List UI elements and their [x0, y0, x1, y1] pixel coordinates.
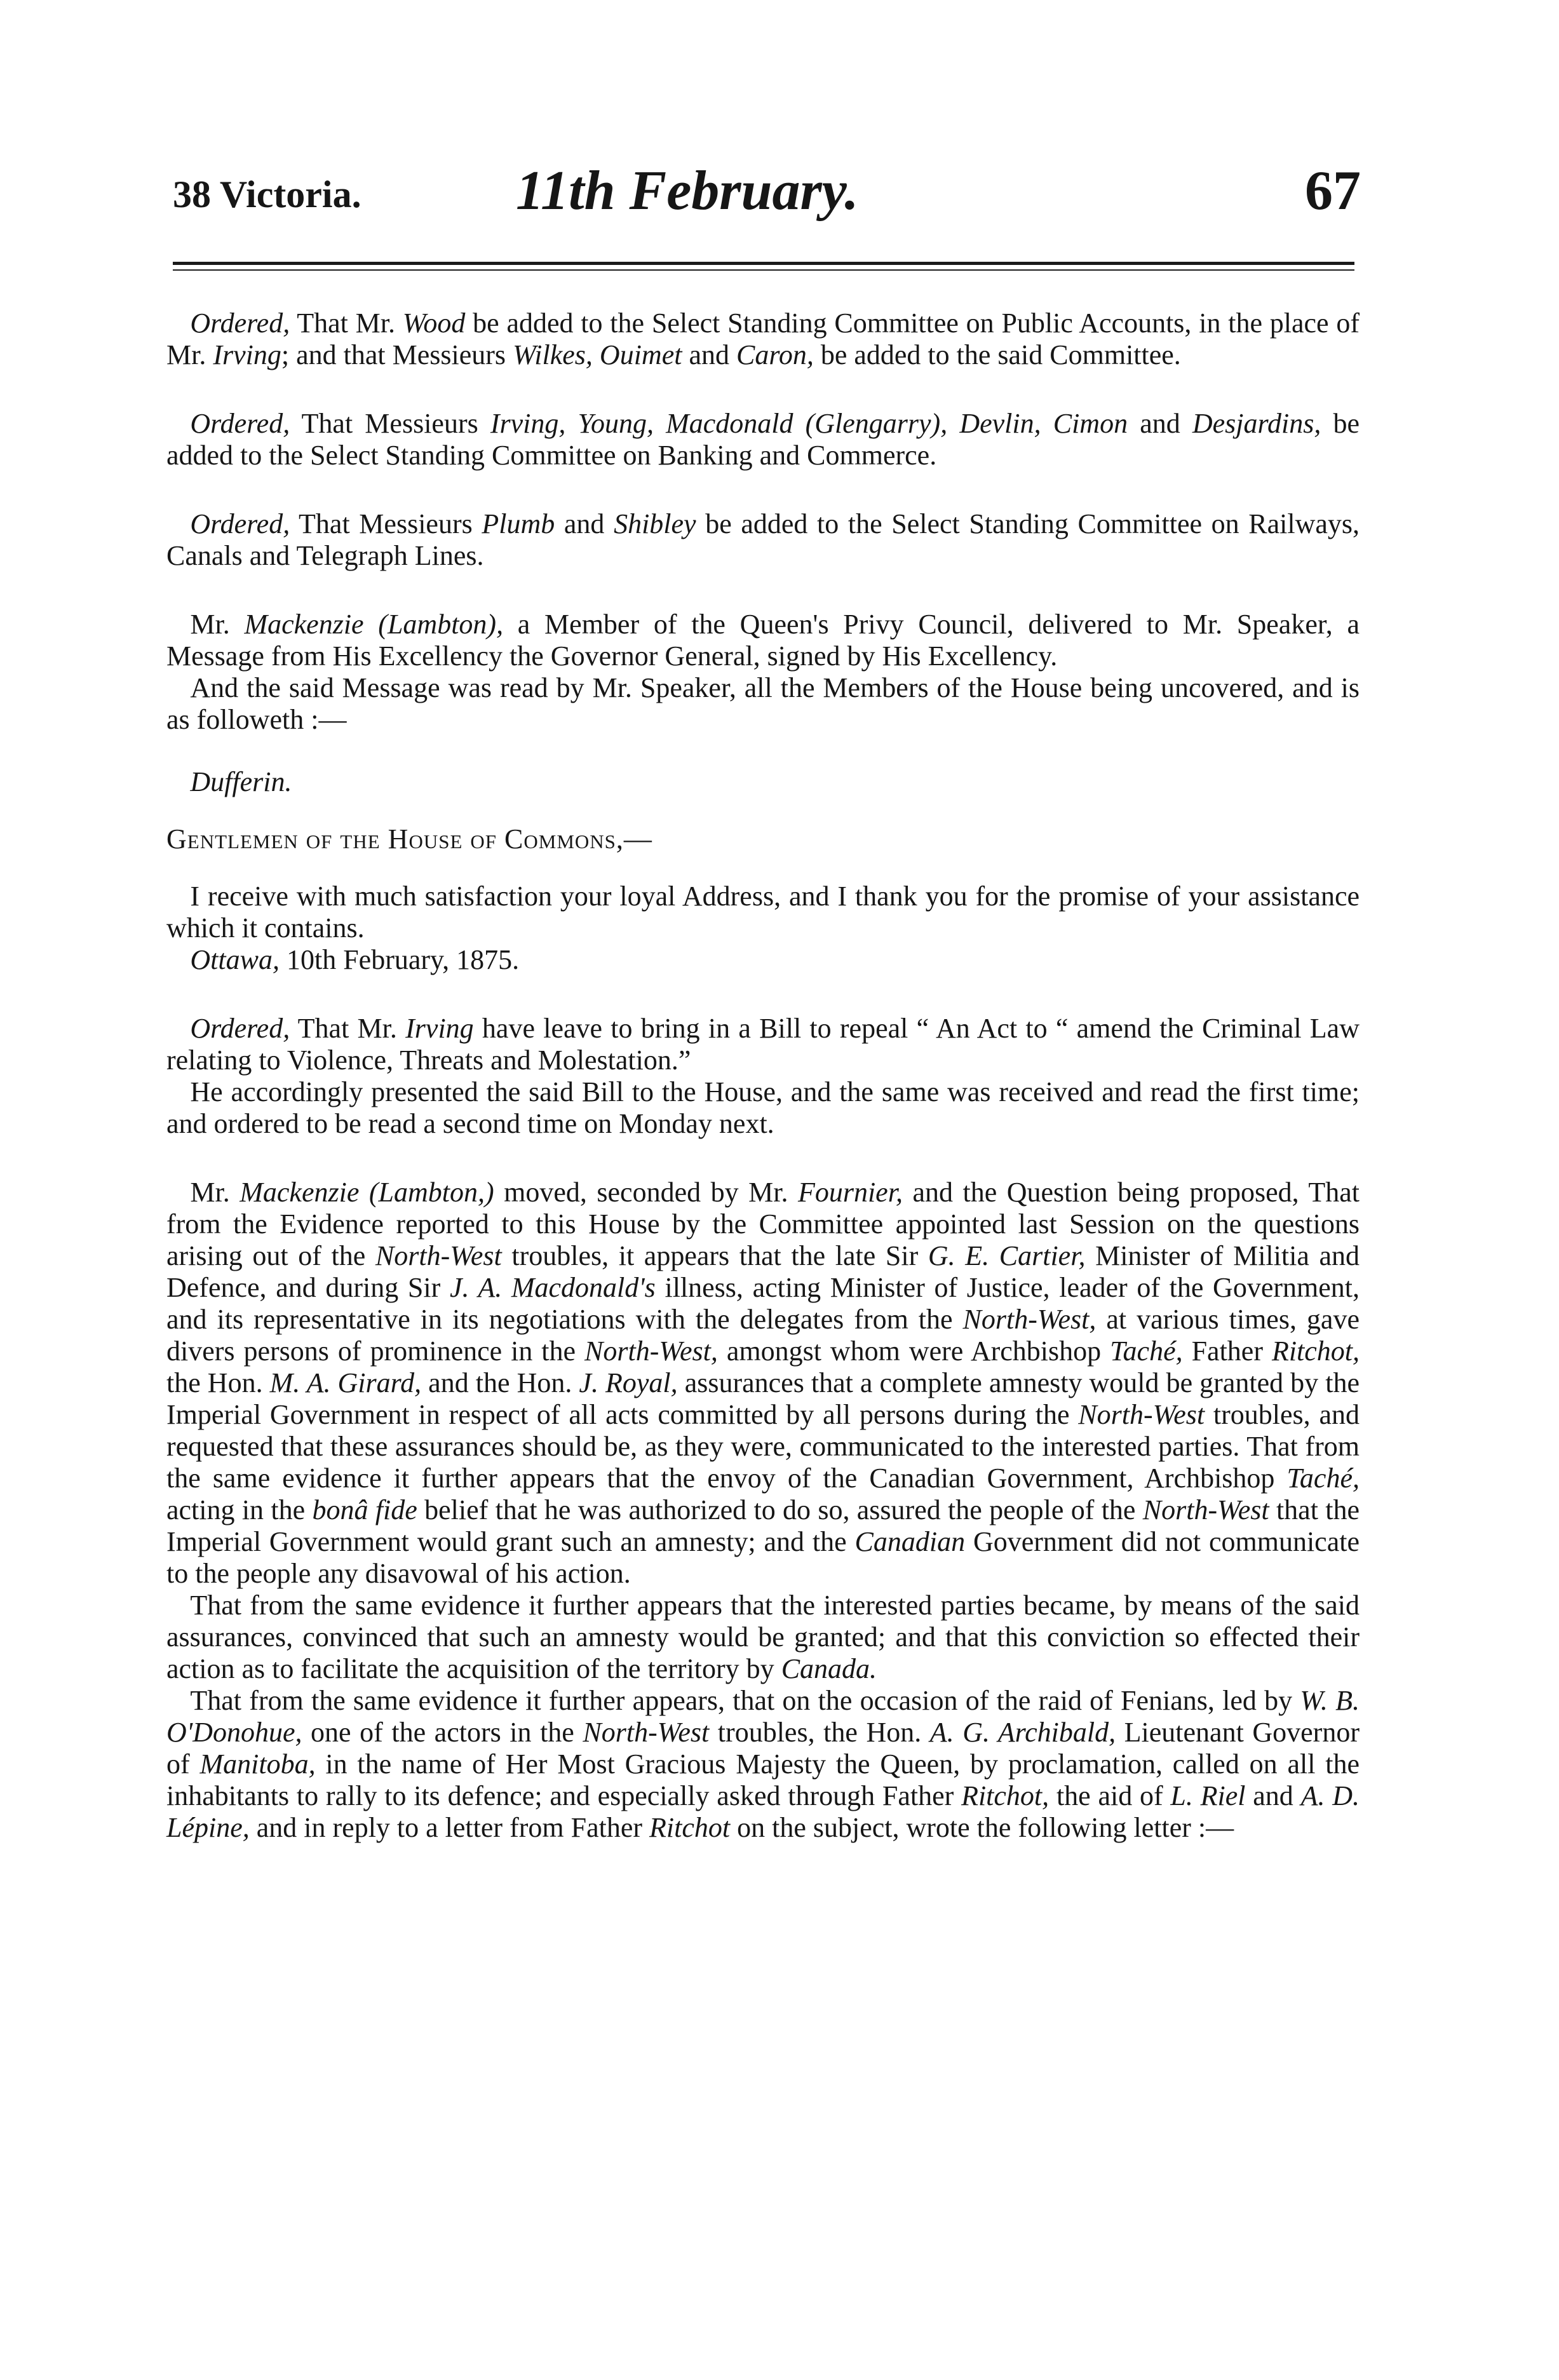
text-run: Mr.: [190, 609, 245, 640]
bill-first-reading: He accordingly presented the said Bill to the House, and the same was received and read the first time; and ordered to be read a second time on Monday next.: [166, 1076, 1360, 1139]
order-railways-canals: [166, 508, 1360, 572]
address-heading: Gentlemen of the House of Commons,—: [166, 823, 652, 855]
text-run: Shibley: [614, 508, 696, 539]
message-read: And the said Message was read by Mr. Speaker, all the Members of the House being uncovered, and is as followeth :—: [166, 672, 1360, 735]
text-run: be added to the said Committee.: [813, 339, 1181, 370]
text-run: assurances that a complete amnesty would be granted by the Imperial Government in respect of all acts committed by all persons during the: [166, 1367, 1360, 1430]
text-run: that the Imperial Government would grant such an amnesty; and the: [166, 1494, 1360, 1557]
text-run: the aid of: [1049, 1780, 1171, 1811]
message-delivered: [166, 609, 1360, 672]
text-run: Mr.: [190, 1177, 240, 1208]
text-run: in the name of Her Most Gracious Majesty the Queen, by proclamation, called on all the inhabitants to rally to its defence; and especially asked through Father: [166, 1748, 1360, 1811]
text-run: Irving: [405, 1013, 474, 1044]
text-run: and: [1245, 1780, 1301, 1811]
text-run: Ordered,: [190, 408, 290, 439]
text-run: troubles, the Hon.: [709, 1717, 930, 1748]
text-run: be added to the Select Standing Committee on Banking and Commerce.: [166, 408, 1360, 471]
text-run: G. E. Cartier,: [928, 1240, 1086, 1271]
text-run: Wood: [402, 308, 466, 339]
order-banking-commerce: [166, 408, 1360, 471]
text-run: North-West,: [962, 1304, 1097, 1335]
text-run: Ritchot,: [1271, 1335, 1360, 1367]
text-run: have leave to bring in a Bill to repeal “ An Act to “ amend the Criminal Law relating to Violence, Threats and Molestation.”: [166, 1013, 1360, 1076]
text-run: troubles, it appears that the late Sir: [501, 1240, 928, 1271]
page-number: 67: [1305, 160, 1361, 222]
text-run: Manitoba,: [199, 1748, 316, 1780]
text-run: Taché,: [1110, 1335, 1183, 1367]
text-run: North-West: [1078, 1399, 1205, 1430]
page-body: [166, 308, 1360, 1844]
text-run: Ritchot: [649, 1812, 731, 1843]
text-run: Minister of Militia and Defence, and during Sir: [166, 1240, 1360, 1303]
text-run: Ottawa,: [190, 944, 280, 975]
text-run: Desjardins,: [1192, 408, 1321, 439]
text-run: Lieutenant Governor of: [166, 1717, 1360, 1780]
order-wood-public-accounts: [166, 308, 1360, 371]
text-run: and: [555, 508, 614, 539]
text-run: J. Royal,: [579, 1367, 678, 1398]
text-run: a Member of the Queen's Privy Council, delivered to Mr. Speaker, a Message from His Excellency the Governor General, signed by His Excellency.: [166, 609, 1360, 672]
text-run: W. B. O'Donohue,: [166, 1685, 1360, 1748]
page-header: [173, 159, 1361, 235]
text-run: and in reply to a letter from Father: [249, 1812, 649, 1843]
header-rule-thick: [173, 262, 1354, 265]
text-run: A. G. Archibald,: [929, 1717, 1116, 1748]
text-run: That Mr.: [290, 1013, 406, 1044]
header-rule-thin: [173, 269, 1354, 271]
text-run: 10th February, 1875.: [279, 944, 520, 975]
governor-signature: Dufferin.: [190, 766, 292, 797]
text-run: Taché,: [1286, 1463, 1360, 1494]
text-run: Irving, Young, Macdonald (Glengarry), Devlin, Cimon: [490, 408, 1128, 439]
text-run: ; and that Messieurs: [281, 339, 513, 370]
text-run: That from the same evidence it further appears, that on the occasion of the raid of Fenians, led by: [190, 1685, 1300, 1716]
text-run: Ritchot,: [961, 1780, 1049, 1811]
message-text: I receive with much satisfaction your loyal Address, and I thank you for the promise of your assistance which it contains.: [166, 881, 1360, 943]
text-run: Irving: [213, 339, 281, 370]
motion-conviction: [166, 1590, 1360, 1685]
order-bill-criminal-law: [166, 1013, 1360, 1076]
message-date: [166, 944, 1360, 976]
text-run: acting in the: [166, 1494, 313, 1525]
text-run: Mackenzie (Lambton,): [240, 1177, 494, 1208]
text-run: Plumb: [482, 508, 555, 539]
text-run: M. A. Girard,: [269, 1367, 422, 1398]
text-run: the Hon.: [166, 1367, 270, 1398]
text-run: That from the same evidence it further appears that the interested parties became, by means of the said assurances, convinced that such an amnesty would be granted; and that this conviction so effected their action as to facilitate the acquisition of the territory by: [166, 1590, 1360, 1684]
text-run: one of the actors in the: [302, 1717, 583, 1748]
motion-fenian-raid: [166, 1685, 1360, 1844]
text-run: amongst whom were Archbishop: [717, 1335, 1110, 1367]
text-run: be added to the Select Standing Committee on Railways, Canals and Telegraph Lines.: [166, 508, 1360, 571]
text-run: Wilkes, Ouimet: [513, 339, 682, 370]
text-run: be added to the Select Standing Committee on Public Accounts, in the place of Mr.: [166, 308, 1360, 370]
text-run: and: [1128, 408, 1192, 439]
text-run: North-West: [1142, 1494, 1269, 1525]
text-run: Mackenzie (Lambton),: [244, 609, 504, 640]
text-run: J. A. Macdonald's: [449, 1272, 656, 1303]
text-run: North-West: [583, 1717, 710, 1748]
text-run: Canadian: [854, 1526, 966, 1557]
text-run: illness, acting Minister of Justice, leader of the Government, and its representative in its negotiations with the delegates from the: [166, 1272, 1360, 1335]
text-run: moved, seconded by Mr.: [494, 1177, 798, 1208]
text-run: A. D. Lépine,: [166, 1780, 1360, 1843]
regnal-year: 38 Victoria.: [173, 173, 361, 215]
text-run: troubles, and requested that these assurances should be, as they were, communicated to the interested parties. That from the same evidence it further appears that the envoy of the Canadian Government, Archbishop: [166, 1399, 1360, 1494]
page-date: 11th February.: [516, 160, 859, 222]
text-run: Government did not communicate to the people any disavowal of his action.: [166, 1526, 1360, 1589]
text-run: bonâ fide: [312, 1494, 417, 1525]
text-run: on the subject, wrote the following letter :—: [730, 1812, 1234, 1843]
text-run: North-West,: [584, 1335, 718, 1367]
text-run: at various times, gave divers persons of prominence in the: [166, 1304, 1360, 1367]
text-run: That Messieurs: [290, 408, 490, 439]
text-run: Ordered,: [190, 308, 290, 339]
text-run: Ordered,: [190, 1013, 290, 1044]
text-run: North-West: [375, 1240, 502, 1271]
text-run: Father: [1182, 1335, 1272, 1367]
text-run: That Mr.: [290, 308, 403, 339]
text-run: Caron,: [736, 339, 814, 370]
text-run: Ordered,: [190, 508, 290, 539]
text-run: and the Question being proposed, That from the Evidence reported to this House by the Committee appointed last Session on the questions arising out of the: [166, 1177, 1360, 1271]
text-run: Canada.: [781, 1653, 877, 1684]
text-run: Fournier,: [797, 1177, 903, 1208]
motion-amnesty: [166, 1177, 1360, 1590]
text-run: That Messieurs: [290, 508, 482, 539]
text-run: and the Hon.: [421, 1367, 579, 1398]
text-run: belief that he was authorized to do so, assured the people of the: [417, 1494, 1143, 1525]
text-run: and: [682, 339, 736, 370]
text-run: L. Riel: [1170, 1780, 1246, 1811]
